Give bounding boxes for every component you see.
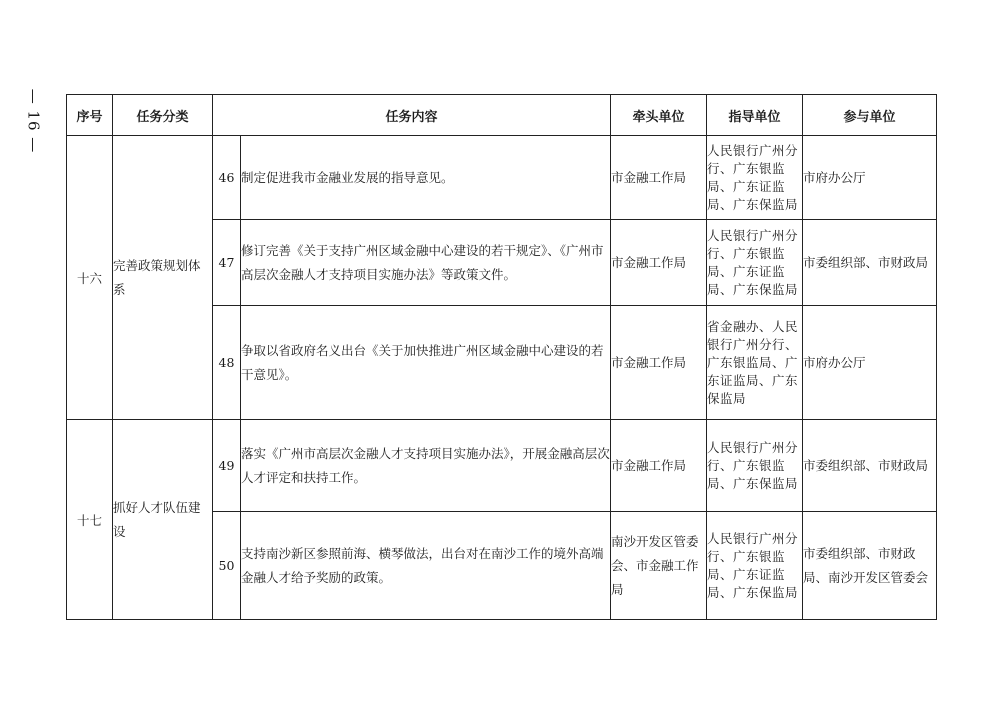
header-content: 任务内容 bbox=[213, 95, 611, 136]
task-number: 48 bbox=[213, 306, 241, 420]
lead-unit: 市金融工作局 bbox=[611, 136, 707, 220]
task-content: 修订完善《关于支持广州区域金融中心建设的若干规定》、《广州市高层次金融人才支持项目实施办法》等政策文件。 bbox=[241, 220, 611, 306]
page-number-text: — 16 — bbox=[24, 88, 42, 154]
guide-unit: 人民银行广州分行、广东银监局、广东证监局、广东保监局 bbox=[707, 512, 803, 620]
participant-unit: 市委组织部、市财政局 bbox=[803, 420, 937, 512]
participant-unit: 市委组织部、市财政局 bbox=[803, 220, 937, 306]
lead-unit: 市金融工作局 bbox=[611, 306, 707, 420]
task-number: 50 bbox=[213, 512, 241, 620]
group-category: 完善政策规划体系 bbox=[113, 136, 213, 420]
group-seq: 十六 bbox=[67, 136, 113, 420]
header-lead-unit: 牵头单位 bbox=[611, 95, 707, 136]
table-row bbox=[67, 136, 937, 220]
header-guide-unit: 指导单位 bbox=[707, 95, 803, 136]
lead-unit: 市金融工作局 bbox=[611, 420, 707, 512]
task-number: 49 bbox=[213, 420, 241, 512]
task-number: 46 bbox=[213, 136, 241, 220]
guide-unit: 人民银行广州分行、广东银监局、广东证监局、广东保监局 bbox=[707, 136, 803, 220]
participant-unit: 市府办公厅 bbox=[803, 136, 937, 220]
group-seq: 十七 bbox=[67, 420, 113, 620]
header-participant: 参与单位 bbox=[803, 95, 937, 136]
lead-unit: 南沙开发区管委会、市金融工作局 bbox=[611, 512, 707, 620]
group-category: 抓好人才队伍建设 bbox=[113, 420, 213, 620]
table-header-row bbox=[67, 95, 937, 136]
guide-unit: 省金融办、人民银行广州分行、广东银监局、广东证监局、广东保监局 bbox=[707, 306, 803, 420]
lead-unit: 市金融工作局 bbox=[611, 220, 707, 306]
page-number bbox=[22, 86, 44, 156]
guide-unit: 人民银行广州分行、广东银监局、广东证监局、广东保监局 bbox=[707, 220, 803, 306]
task-content: 支持南沙新区参照前海、横琴做法，出台对在南沙工作的境外高端金融人才给予奖励的政策。 bbox=[241, 512, 611, 620]
task-number: 47 bbox=[213, 220, 241, 306]
guide-unit: 人民银行广州分行、广东银监局、广东保监局 bbox=[707, 420, 803, 512]
task-content: 落实《广州市高层次金融人才支持项目实施办法》，开展金融高层次人才评定和扶持工作。 bbox=[241, 420, 611, 512]
table-row bbox=[67, 420, 937, 512]
participant-unit: 市委组织部、市财政局、南沙开发区管委会 bbox=[803, 512, 937, 620]
participant-unit: 市府办公厅 bbox=[803, 306, 937, 420]
task-content: 争取以省政府名义出台《关于加快推进广州区域金融中心建设的若干意见》。 bbox=[241, 306, 611, 420]
header-seq: 序号 bbox=[67, 95, 113, 136]
header-category: 任务分类 bbox=[113, 95, 213, 136]
task-table bbox=[66, 94, 937, 620]
task-content: 制定促进我市金融业发展的指导意见。 bbox=[241, 136, 611, 220]
